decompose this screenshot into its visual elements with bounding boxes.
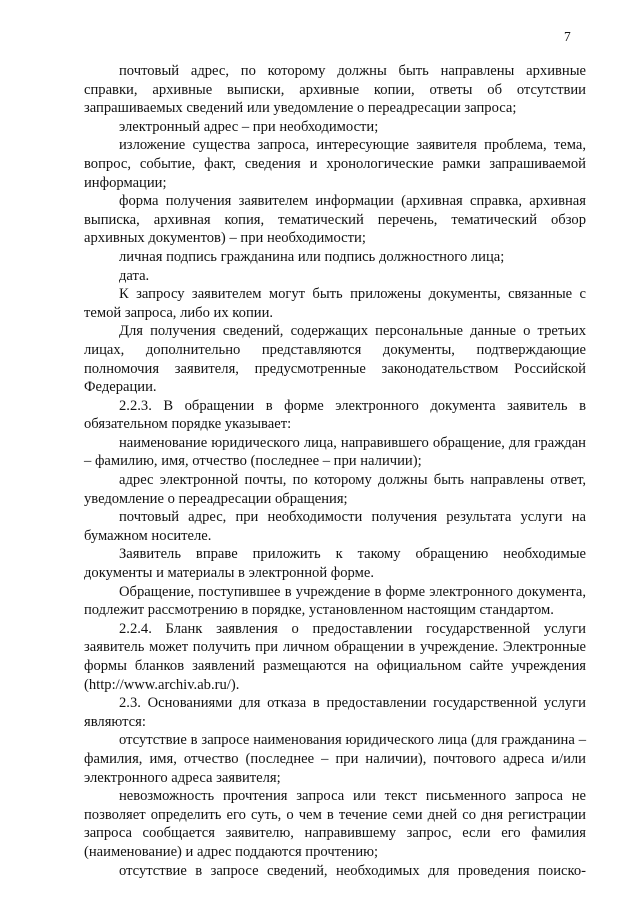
paragraph-legal-entity-name: наименование юридического лица, направившего обращение, для граждан – фамилию, имя, отчество (последнее – при наличии); [84,434,586,470]
paragraph-postal-address: почтовый адрес, по которому должны быть направлены архивные справки, архивные выписки, архивные копии, ответы об отсутствии запрашиваемых сведений или уведомление о переадресации запроса; [84,63,586,117]
paragraph-request-essence: изложение существа запроса, интересующие заявителя проблема, тема, вопрос, событие, факт, сведения и хронологические рамки запрашиваемой информации; [84,137,586,191]
paragraph-personal-data: Для получения сведений, содержащих персональные данные о третьих лицах, дополнительно представляются документы, подтверждающие полномочия заявителя, предусмотренные законодательством Российской Федерации. [84,323,586,396]
paragraph-paper-result: почтовый адрес, при необходимости получения результата услуги на бумажном носителе. [84,509,586,544]
paragraph-form-of-receipt: форма получения заявителем информации (архивная справка, архивная выписка, архивная копия, тематический перечень, тематический обзор архивных документов) – при необходимости; [84,193,586,247]
paragraph-email-address: электронный адрес – при необходимости; [119,118,379,135]
paragraph-section-2-3: 2.3. Основаниями для отказа в предоставлении государственной услуги являются: [84,695,586,730]
paragraph-attachments: К запросу заявителем могут быть приложены документы, связанные с темой запроса, либо их копии. [84,286,586,321]
paragraph-section-2-2-4: 2.2.4. Бланк заявления о предоставлении государственной услуги заявитель может получить при личном обращении в учреждение. Электронные формы бланков заявлений размещаются на официальном сайте учреждения (http://www.archiv.ab.ru/). [84,620,586,693]
paragraph-unreadable-request: невозможность прочтения запроса или текст письменного запроса не позволяет определить его суть, о чем в течение семи дней со дня регистрации запроса сообщается заявителю, направившему запрос, если его фамилия (наименование) и адрес поддаются прочтению; [84,788,586,860]
paragraph-date: дата. [119,267,150,284]
document-body [84,62,586,880]
paragraph-section-2-2-3: 2.2.3. В обращении в форме электронного документа заявитель в обязательном порядке указывает: [84,397,586,433]
paragraph-signature: личная подпись гражданина или подпись должностного лица; [119,248,505,265]
paragraph-missing-search-info: отсутствие в запросе сведений, необходимых для проведения поиско- [119,862,586,879]
paragraph-email-for-reply: адрес электронной почты, по которому должны быть направлены ответ, уведомление о переадресации обращения; [84,472,586,507]
paragraph-missing-name: отсутствие в запросе наименования юридического лица (для гражданина – фамилия, имя, отчество (последнее – при наличии), почтового адреса и/или электронного адреса заявителя; [84,732,586,786]
page-number: 7 [564,29,571,44]
paragraph-electronic-attachments: Заявитель вправе приложить к такому обращению необходимые документы и материалы в электронной форме. [84,546,586,582]
paragraph-electronic-review: Обращение, поступившее в учреждение в форме электронного документа, подлежит рассмотрению в порядке, установленном настоящим стандартом. [84,583,586,619]
